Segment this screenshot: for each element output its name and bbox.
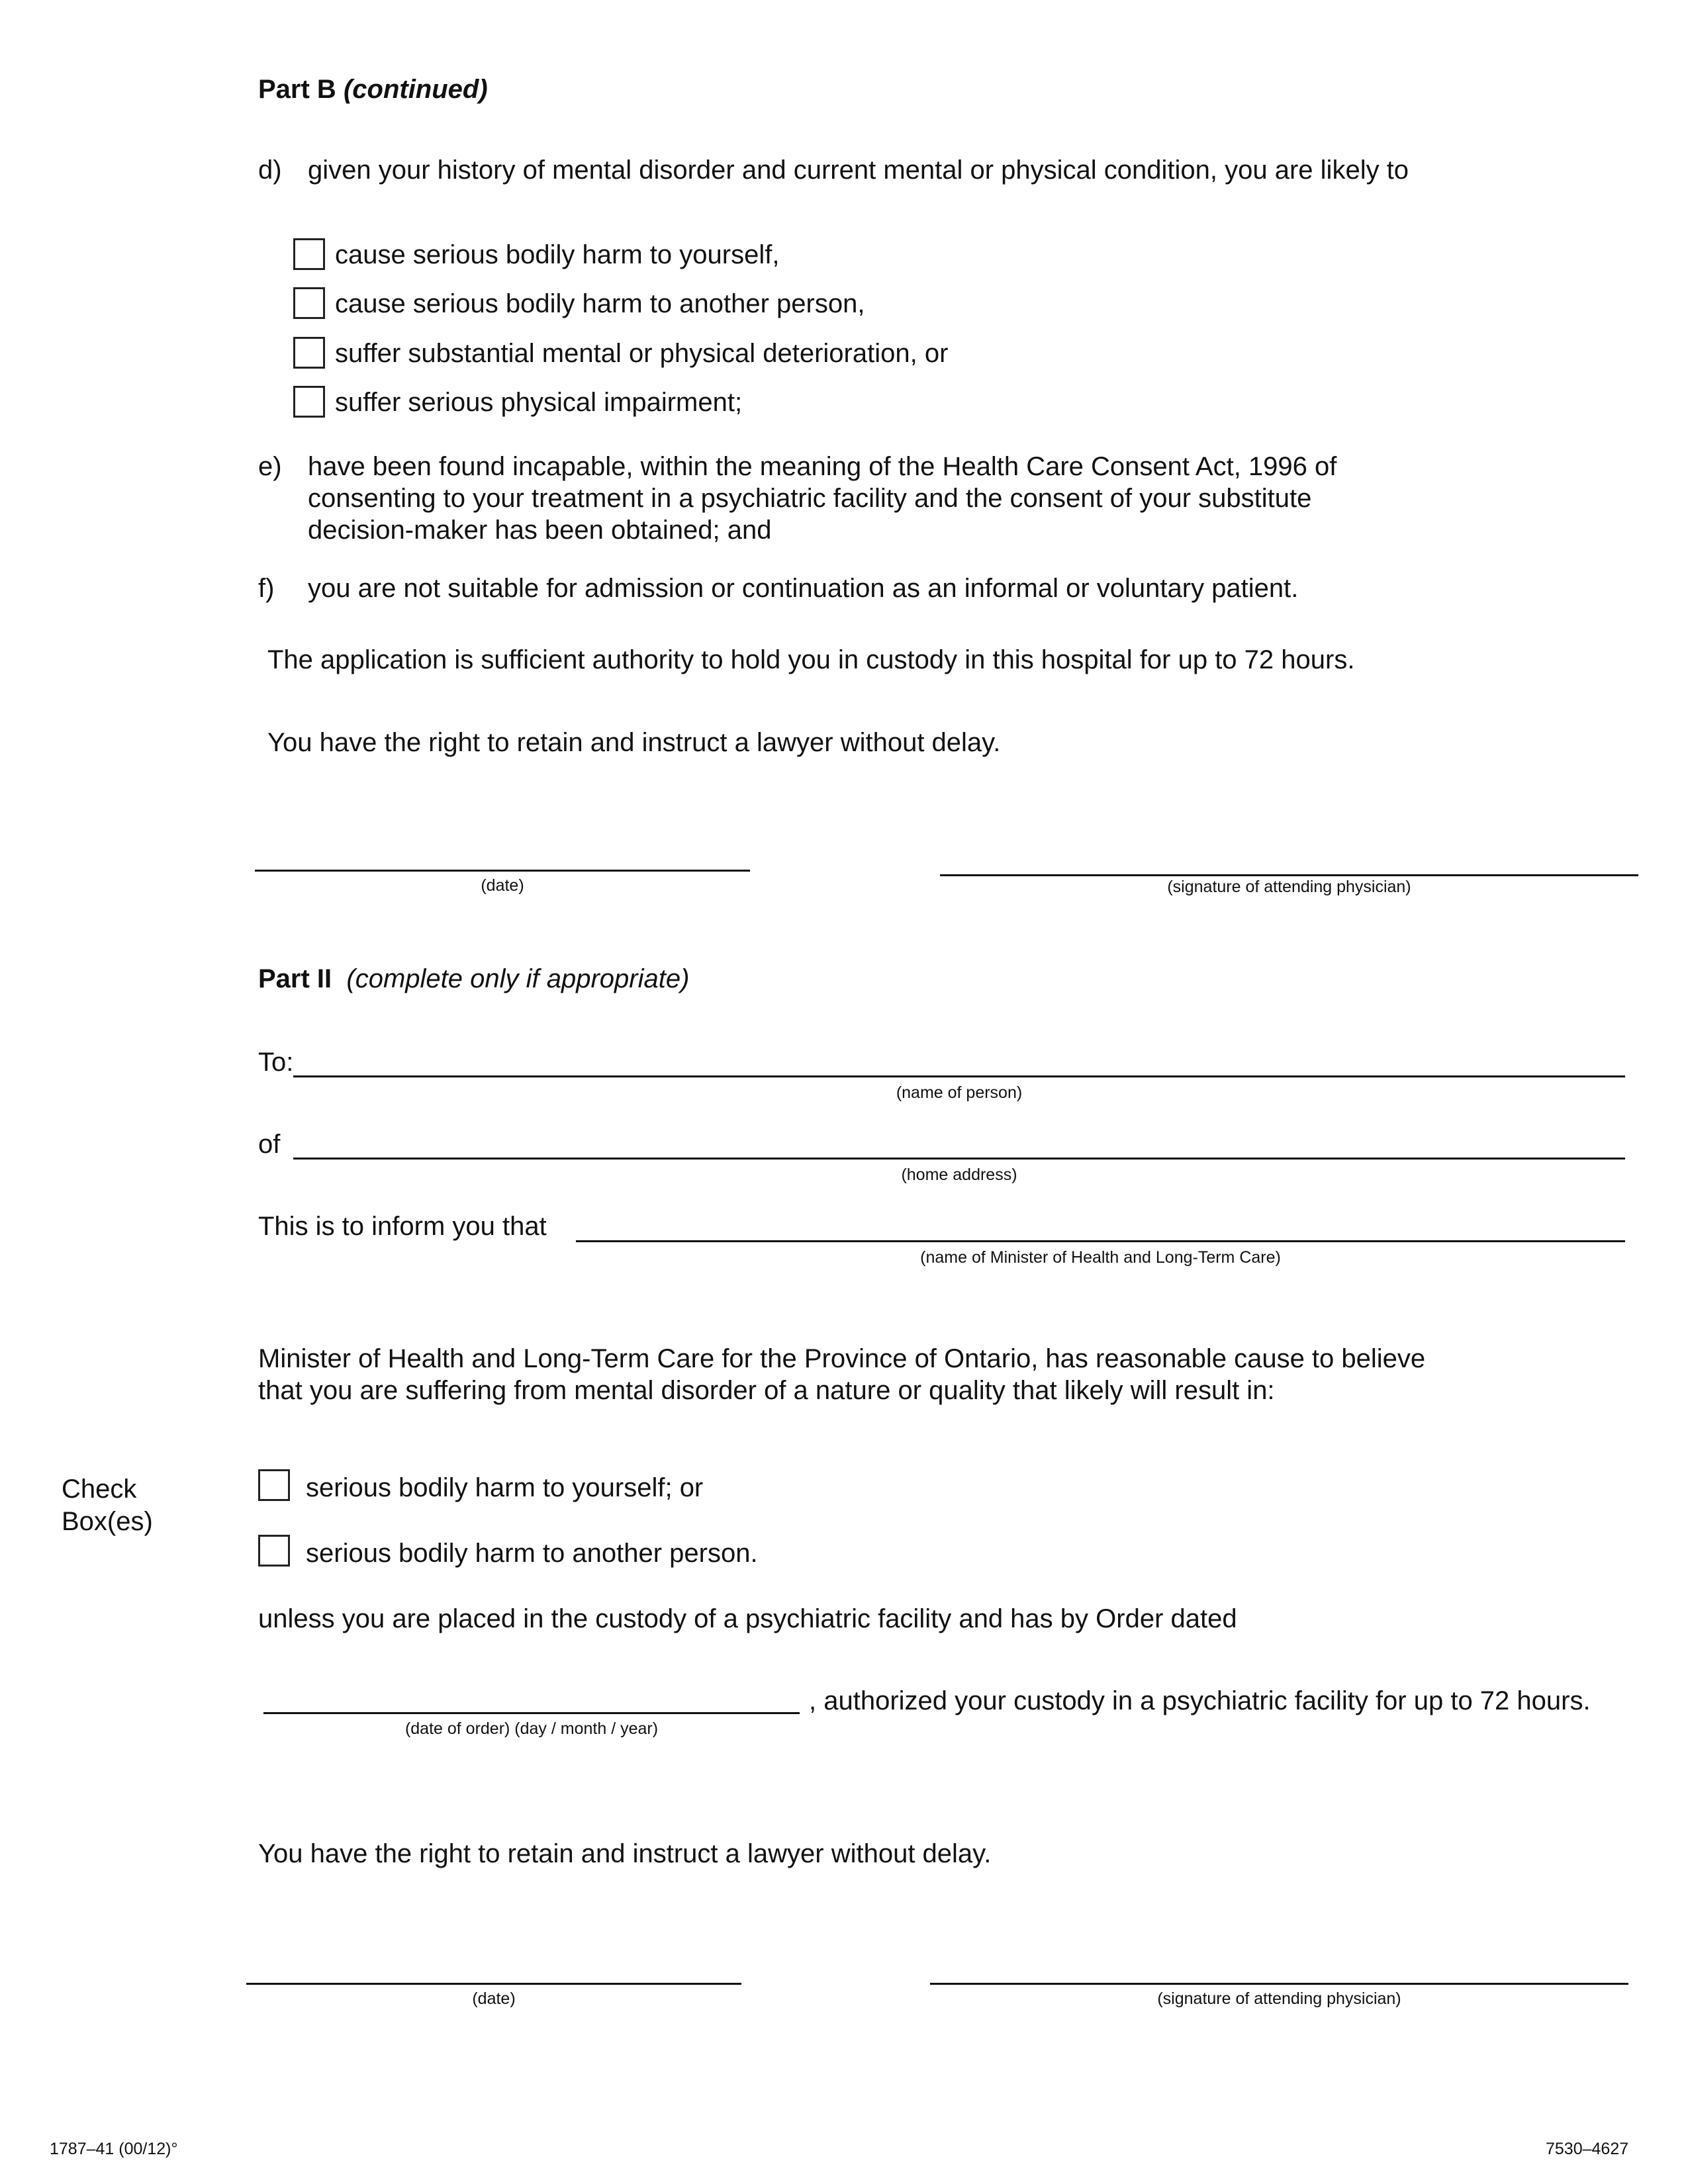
option-ii-harm-other: serious bodily harm to another person.: [306, 1539, 758, 1568]
part-b-title: Part B: [258, 75, 336, 104]
home-address-line[interactable]: [293, 1158, 1625, 1160]
belief-line-2: that you are suffering from mental disorder of a nature or quality that likely will result in:: [258, 1376, 1275, 1405]
item-e-line-1: have been found incapable, within the meaning of the Health Care Consent Act, 1996 of: [308, 452, 1337, 481]
item-f-text: you are not suitable for admission or continuation as an informal or voluntary patient.: [308, 574, 1299, 603]
item-f-marker: f): [258, 574, 275, 603]
signature-line-part-b[interactable]: [940, 874, 1638, 876]
authorized-text: , authorized your custody in a psychiatric facility for up to 72 hours.: [809, 1686, 1591, 1715]
part-b-heading: [258, 75, 488, 105]
item-d-text: given your history of mental disorder and current mental or physical condition, you are likely to: [308, 156, 1409, 185]
unless-text: unless you are placed in the custody of a psychiatric facility and has by Order dated: [258, 1604, 1237, 1633]
to-label: To:: [258, 1048, 294, 1077]
lawyer-text-part-ii: You have the right to retain and instruct a lawyer without delay.: [258, 1839, 992, 1868]
option-ii-harm-self: serious bodily harm to yourself; or: [306, 1473, 704, 1502]
part-b-subtitle: (continued): [343, 75, 488, 104]
order-date-caption: (date of order) (day / month / year): [404, 1719, 659, 1738]
authority-text: The application is sufficient authority to hold you in custody in this hospital for up to 72 hours.: [267, 645, 1355, 674]
check-boxes-label-1: Check: [62, 1475, 137, 1504]
date-caption-part-b: (date): [481, 876, 524, 895]
lawyer-text-part-b: You have the right to retain and instruct a lawyer without delay.: [267, 728, 1001, 757]
minister-name-caption: (name of Minister of Health and Long-Term Care): [920, 1248, 1281, 1267]
checkbox-harm-other[interactable]: [293, 287, 325, 319]
belief-line-1: Minister of Health and Long-Term Care for the Province of Ontario, has reasonable cause to believe: [258, 1344, 1426, 1373]
item-e-marker: e): [258, 452, 282, 481]
part-ii-subtitle: (complete only if appropriate): [346, 964, 690, 993]
signature-line-part-ii[interactable]: [930, 1983, 1628, 1985]
name-of-person-caption: (name of person): [896, 1083, 1023, 1102]
signature-caption-part-ii: (signature of attending physician): [1157, 1989, 1401, 2008]
stock-number: 7530–4627: [1546, 2140, 1629, 2158]
order-date-line[interactable]: [263, 1712, 800, 1714]
inform-label: This is to inform you that: [258, 1212, 547, 1241]
name-of-person-line[interactable]: [293, 1075, 1625, 1077]
home-address-caption: (home address): [901, 1165, 1017, 1184]
part-ii-heading: [258, 964, 689, 994]
date-caption-part-ii: (date): [472, 1989, 516, 2008]
date-line-part-ii[interactable]: [246, 1983, 741, 1985]
check-boxes-label-2: Box(es): [62, 1507, 153, 1536]
checkbox-deterioration[interactable]: [293, 337, 325, 369]
checkbox-harm-self[interactable]: [293, 238, 325, 270]
signature-caption-part-b: (signature of attending physician): [1167, 878, 1411, 896]
option-deterioration: suffer substantial mental or physical deterioration, or: [335, 339, 949, 368]
item-e-line-2: consenting to your treatment in a psychiatric facility and the consent of your substitute: [308, 484, 1312, 513]
option-harm-self: cause serious bodily harm to yourself,: [335, 240, 780, 269]
item-d-marker: d): [258, 156, 282, 185]
checkbox-ii-harm-self[interactable]: [258, 1469, 290, 1501]
part-ii-title: Part II: [258, 964, 332, 993]
date-line-part-b[interactable]: [255, 870, 750, 872]
minister-name-line[interactable]: [576, 1240, 1625, 1242]
checkbox-ii-harm-other[interactable]: [258, 1535, 290, 1567]
form-number: 1787–41 (00/12)°: [50, 2140, 178, 2158]
item-e-line-3: decision-maker has been obtained; and: [308, 516, 772, 545]
checkbox-impairment[interactable]: [293, 386, 325, 418]
of-label: of: [258, 1130, 281, 1159]
option-harm-other: cause serious bodily harm to another person,: [335, 289, 865, 318]
option-impairment: suffer serious physical impairment;: [335, 388, 743, 417]
